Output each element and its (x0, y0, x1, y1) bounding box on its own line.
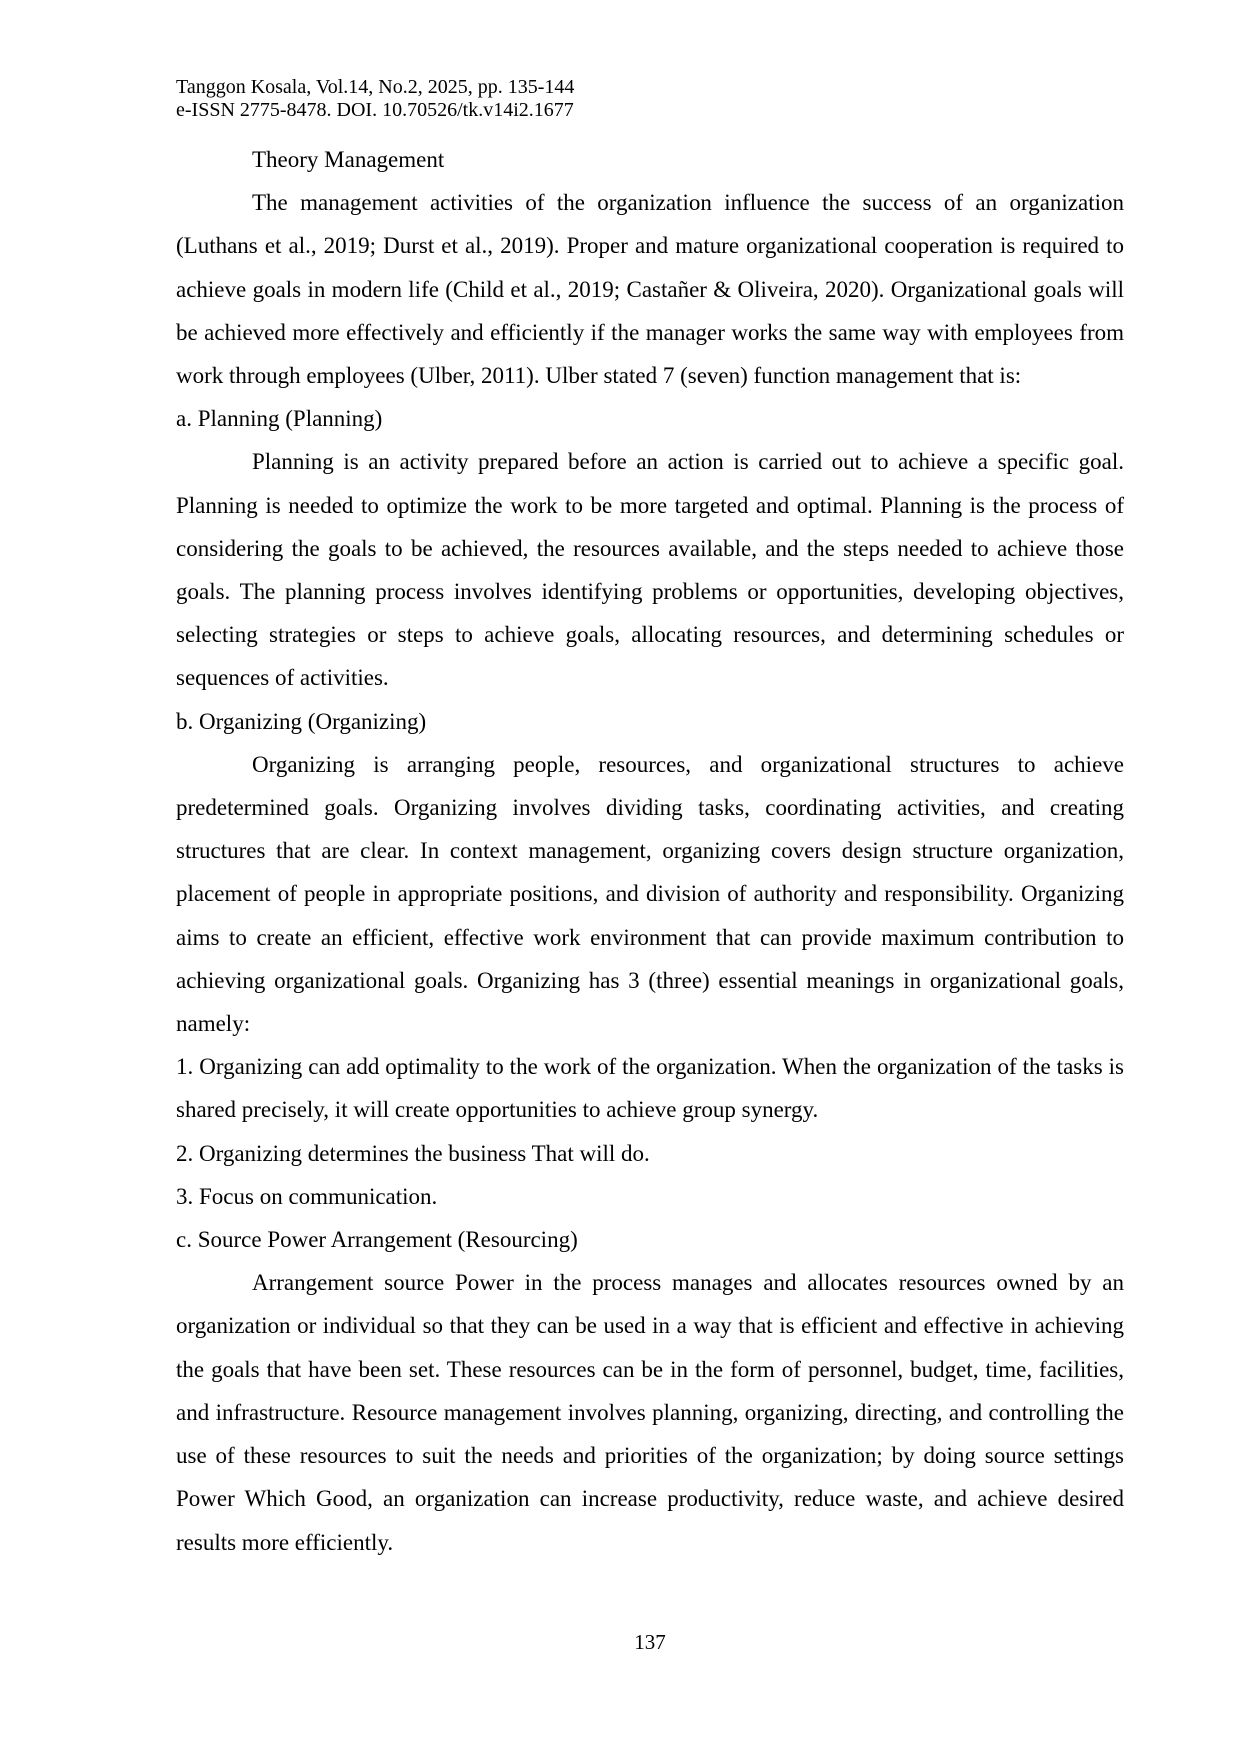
section-title: Theory Management (252, 147, 445, 172)
page-footer (176, 1630, 1124, 1654)
numbered-item-3: 3. Focus on communication. (176, 1183, 438, 1209)
numbered-item-2: 2. Organizing determines the business That will do. (176, 1140, 650, 1166)
journal-citation-line: Tanggon Kosala, Vol.14, No.2, 2025, pp. 135-144 (176, 76, 575, 98)
list-label-resourcing: c. Source Power Arrangement (Resourcing) (176, 1227, 578, 1253)
list-label-organizing: b. Organizing (Organizing) (176, 708, 427, 734)
numbered-item-1: 1. Organizing can add optimality to the work of the organization. When the organization of the tasks is shared precisely, it will create opportunities to achieve group synergy. (176, 1054, 1124, 1123)
paragraph-resourcing: Arrangement source Power in the process manages and allocates resources owned by an organization or individual so that they can be used in a way that is efficient and effective in achieving the goals that have been set. These resources can be in the form of personnel, budget, time, facilities, and infrastructure. Resource management involves planning, organizing, directing, and controlling the use of these resources to suit the needs and priorities of the organization; by doing source settings Power Which Good, an organization can increase productivity, reduce waste, and achieve desired results more efficiently. (176, 1270, 1124, 1555)
paragraph-planning: Planning is an activity prepared before an action is carried out to achieve a specific goal. Planning is needed to optimize the work to be more targeted and optimal. Planning is the process of considering the goals to be achieved, the resources available, and the steps needed to achieve those goals. The planning process involves identifying problems or opportunities, developing objectives, selecting strategies or steps to achieve goals, allocating resources, and determining schedules or sequences of activities. (176, 449, 1124, 691)
page-number: 137 (634, 1630, 666, 1654)
paragraph-management-activities: The management activities of the organization influence the success of an organization (Luthans et al., 2019; Durst et al., 2019). Proper and mature organizational cooperation is required to achieve goals in modern life (Child et al., 2019; Castañer & Oliveira, 2020). Organizational goals will be achieved more effectively and efficiently if the manager works the same way with employees from work through employees (Ulber, 2011). Ulber stated 7 (seven) function management that is: (176, 190, 1124, 389)
paragraph-organizing: Organizing is arranging people, resources, and organizational structures to achieve predetermined goals. Organizing involves dividing tasks, coordinating activities, and creating structures that are clear. In context management, organizing covers design structure organization, placement of people in appropriate positions, and division of authority and responsibility. Organizing aims to create an efficient, effective work environment that can provide maximum contribution to achieving organizational goals. Organizing has 3 (three) essential meanings in organizational goals, namely: (176, 751, 1124, 1037)
journal-header (176, 76, 1124, 122)
article-body (176, 138, 1124, 1564)
list-label-planning: a. Planning (Planning) (176, 406, 383, 432)
journal-issn-doi-line: e-ISSN 2775-8478. DOI. 10.70526/tk.v14i2.1677 (176, 99, 574, 121)
